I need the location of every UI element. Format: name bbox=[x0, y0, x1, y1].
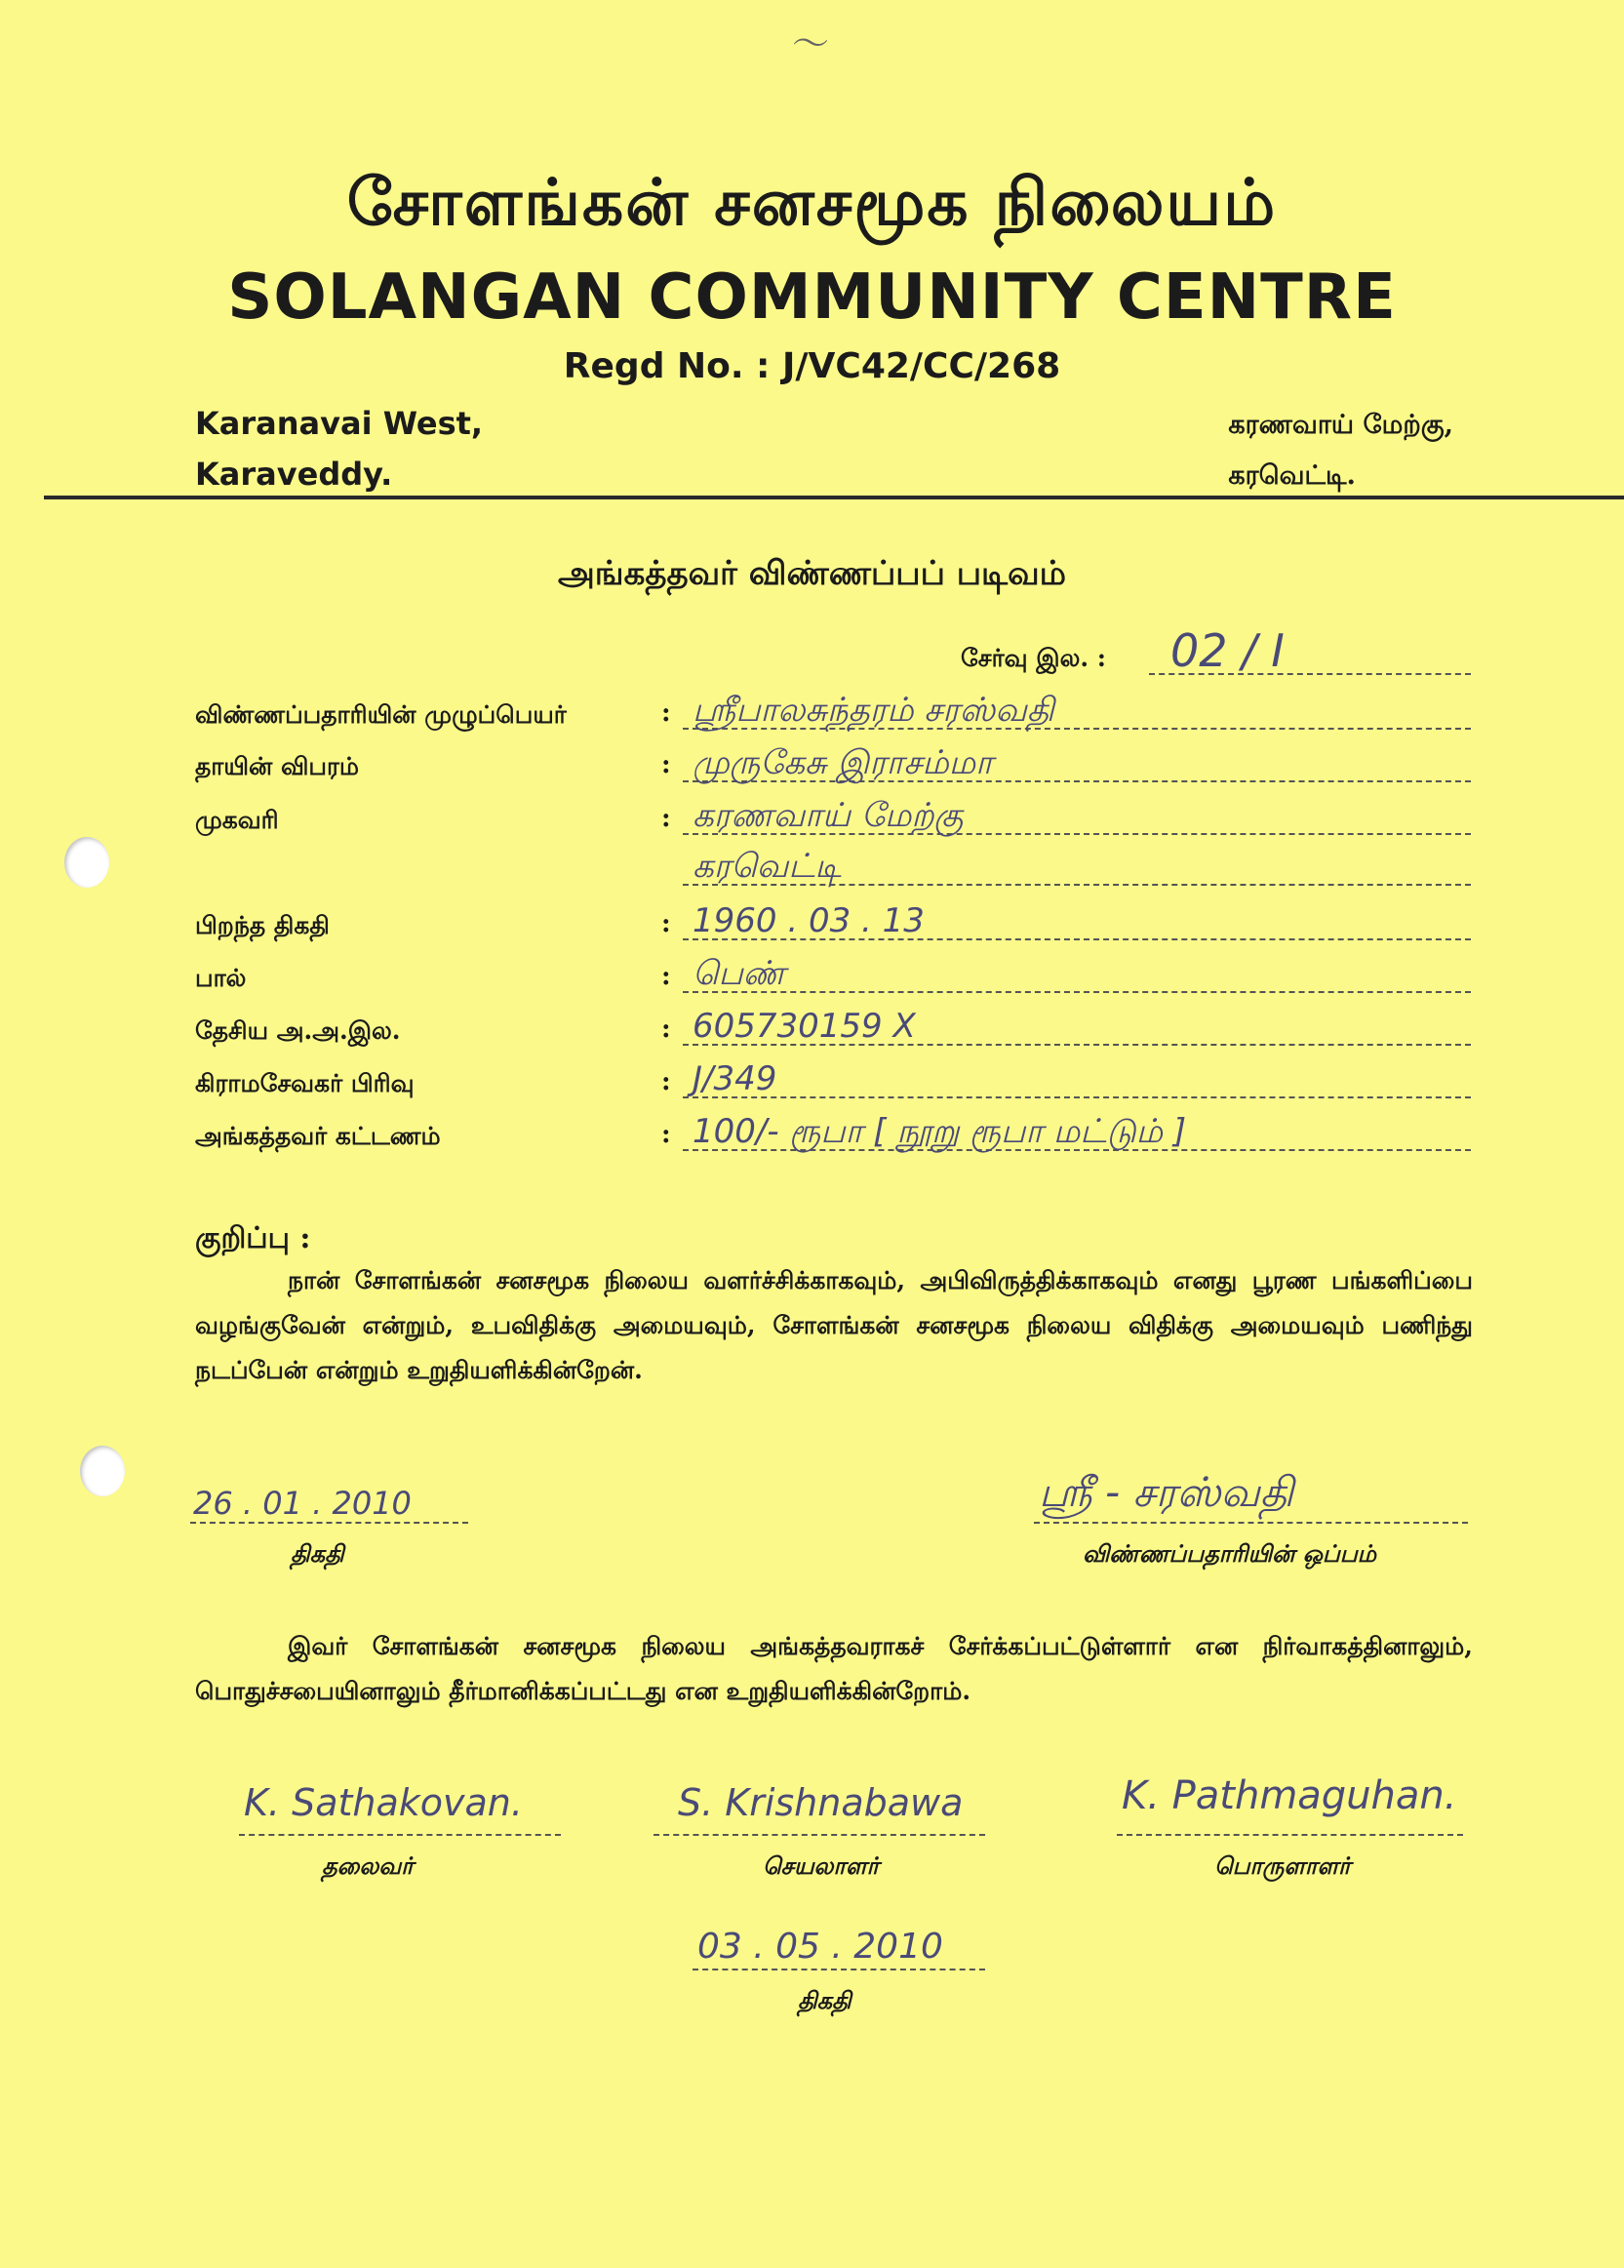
address-line: Karaveddy. bbox=[195, 456, 393, 493]
address-line: கரவெட்டி. bbox=[1228, 460, 1356, 491]
registration-number: Regd No. : J/VC42/CC/268 bbox=[563, 346, 1061, 386]
field-colon: : bbox=[661, 1067, 671, 1096]
field-value-address-line2[interactable]: கரவெட்டி bbox=[693, 847, 842, 886]
address-line: Karanavai West, bbox=[195, 405, 484, 442]
treasurer-signature: K. Pathmaguhan. bbox=[1122, 1773, 1457, 1818]
applicant-date-value[interactable]: 26 . 01 . 2010 bbox=[193, 1485, 412, 1522]
field-value-nic[interactable]: 605730159 X bbox=[693, 1007, 916, 1046]
form-title: அங்கத்தவர் விண்ணப்பப் படிவம் bbox=[558, 554, 1066, 593]
field-colon: : bbox=[661, 750, 671, 779]
president-signature-line bbox=[239, 1834, 561, 1836]
field-label-fullname: விண்ணப்பதாரியின் முழுப்பெயர் bbox=[195, 700, 567, 729]
applicant-date-caption: திகதி bbox=[291, 1539, 344, 1568]
punch-hole-icon bbox=[64, 837, 109, 888]
address-english bbox=[195, 398, 483, 499]
committee-declaration: இவர் சோளங்கன் சனசமூக நிலைய அங்கத்தவராகச் சேர்க்கப்பட்டுள்ளார் என நிர்வாகத்தினாலும், பொதுச்சபையினாலும் தீர்மானிக்கப்பட்டது என உறுதியளிக்கின்றோம். bbox=[195, 1632, 1473, 1705]
note-text: நான் சோளங்கன் சனசமூக நிலைய வளர்ச்சிக்காகவும், அபிவிருத்திக்காகவும் எனது பூரண பங்களிப்பை வழங்குவேன் என்றும், உபவிதிக்கு அமையவும், சோளங்கன் சனசமூக நிலைய விதிக்கு அமையவும் பணிந்து நடப்பேன் என்றும் உறுதியளிக்கின்றேன். bbox=[195, 1266, 1473, 1384]
title-tamil: சோளங்கன் சனசமூக நிலையம் bbox=[346, 164, 1278, 240]
tick-mark-icon: 〜 bbox=[792, 22, 830, 65]
president-caption: தலைவர் bbox=[322, 1851, 414, 1880]
field-value-mother[interactable]: முருகேசு இராசம்மா bbox=[693, 743, 993, 782]
field-line bbox=[683, 1096, 1471, 1098]
applicant-signature-line bbox=[1034, 1522, 1468, 1524]
field-value-dob[interactable]: 1960 . 03 . 13 bbox=[693, 901, 925, 940]
field-value-fee[interactable]: 100/- ரூபா [ நூறு ரூபா மட்டும் ] bbox=[693, 1112, 1187, 1151]
field-label-dob: பிறந்த திகதி bbox=[195, 911, 330, 939]
note-heading: குறிப்பு : bbox=[195, 1221, 311, 1255]
field-colon: : bbox=[661, 698, 671, 728]
applicant-signature-caption: விண்ணப்பதாரியின் ஒப்பம் bbox=[1083, 1539, 1376, 1568]
field-value-gs-division[interactable]: J/349 bbox=[693, 1059, 777, 1098]
secretary-signature-line bbox=[654, 1834, 985, 1836]
field-value-address-line1[interactable]: கரணவாய் மேற்கு bbox=[693, 796, 964, 835]
treasurer-caption: பொருளாளர் bbox=[1214, 1851, 1351, 1880]
registration-label: சேர்வு இல. : bbox=[961, 644, 1106, 672]
field-label-nic: தேசிய அ.அ.இல. bbox=[195, 1016, 401, 1045]
address-tamil bbox=[1228, 400, 1453, 501]
secretary-caption: செயலாளர் bbox=[763, 1851, 880, 1880]
title-english: SOLANGAN COMMUNITY CENTRE bbox=[227, 261, 1397, 334]
field-line bbox=[683, 991, 1471, 993]
field-label-mother: தாயின் விபரம் bbox=[195, 752, 360, 780]
approval-date-caption: திகதி bbox=[798, 1986, 852, 2014]
field-label-fee: அங்கத்தவர் கட்டணம் bbox=[195, 1122, 441, 1150]
field-colon: : bbox=[661, 962, 671, 991]
field-colon: : bbox=[661, 804, 671, 833]
field-label-sex: பால் bbox=[195, 964, 247, 992]
registration-value[interactable]: 02 / I bbox=[1170, 624, 1285, 677]
address-line: கரணவாய் மேற்கு, bbox=[1228, 410, 1453, 440]
header-divider bbox=[44, 496, 1624, 499]
president-signature: K. Sathakovan. bbox=[244, 1781, 523, 1824]
field-colon: : bbox=[661, 1120, 671, 1149]
treasurer-signature-line bbox=[1117, 1834, 1463, 1836]
field-label-gs-division: கிராமசேவகர் பிரிவு bbox=[195, 1069, 415, 1097]
applicant-signature: ஸ்ரீ - சரஸ்வதி bbox=[1039, 1468, 1294, 1516]
field-value-fullname[interactable]: ஸ்ரீபாலசுந்தரம் சரஸ்வதி bbox=[693, 691, 1054, 730]
applicant-date-line bbox=[190, 1522, 468, 1524]
field-label-address: முகவரி bbox=[195, 806, 279, 834]
approval-date-line bbox=[693, 1969, 985, 1970]
field-value-sex[interactable]: பெண் bbox=[693, 954, 786, 993]
approval-date-value[interactable]: 03 . 05 . 2010 bbox=[697, 1927, 943, 1967]
field-colon: : bbox=[661, 1015, 671, 1044]
field-colon: : bbox=[661, 909, 671, 938]
secretary-signature: S. Krishnabawa bbox=[678, 1781, 964, 1824]
punch-hole-icon bbox=[80, 1446, 125, 1496]
